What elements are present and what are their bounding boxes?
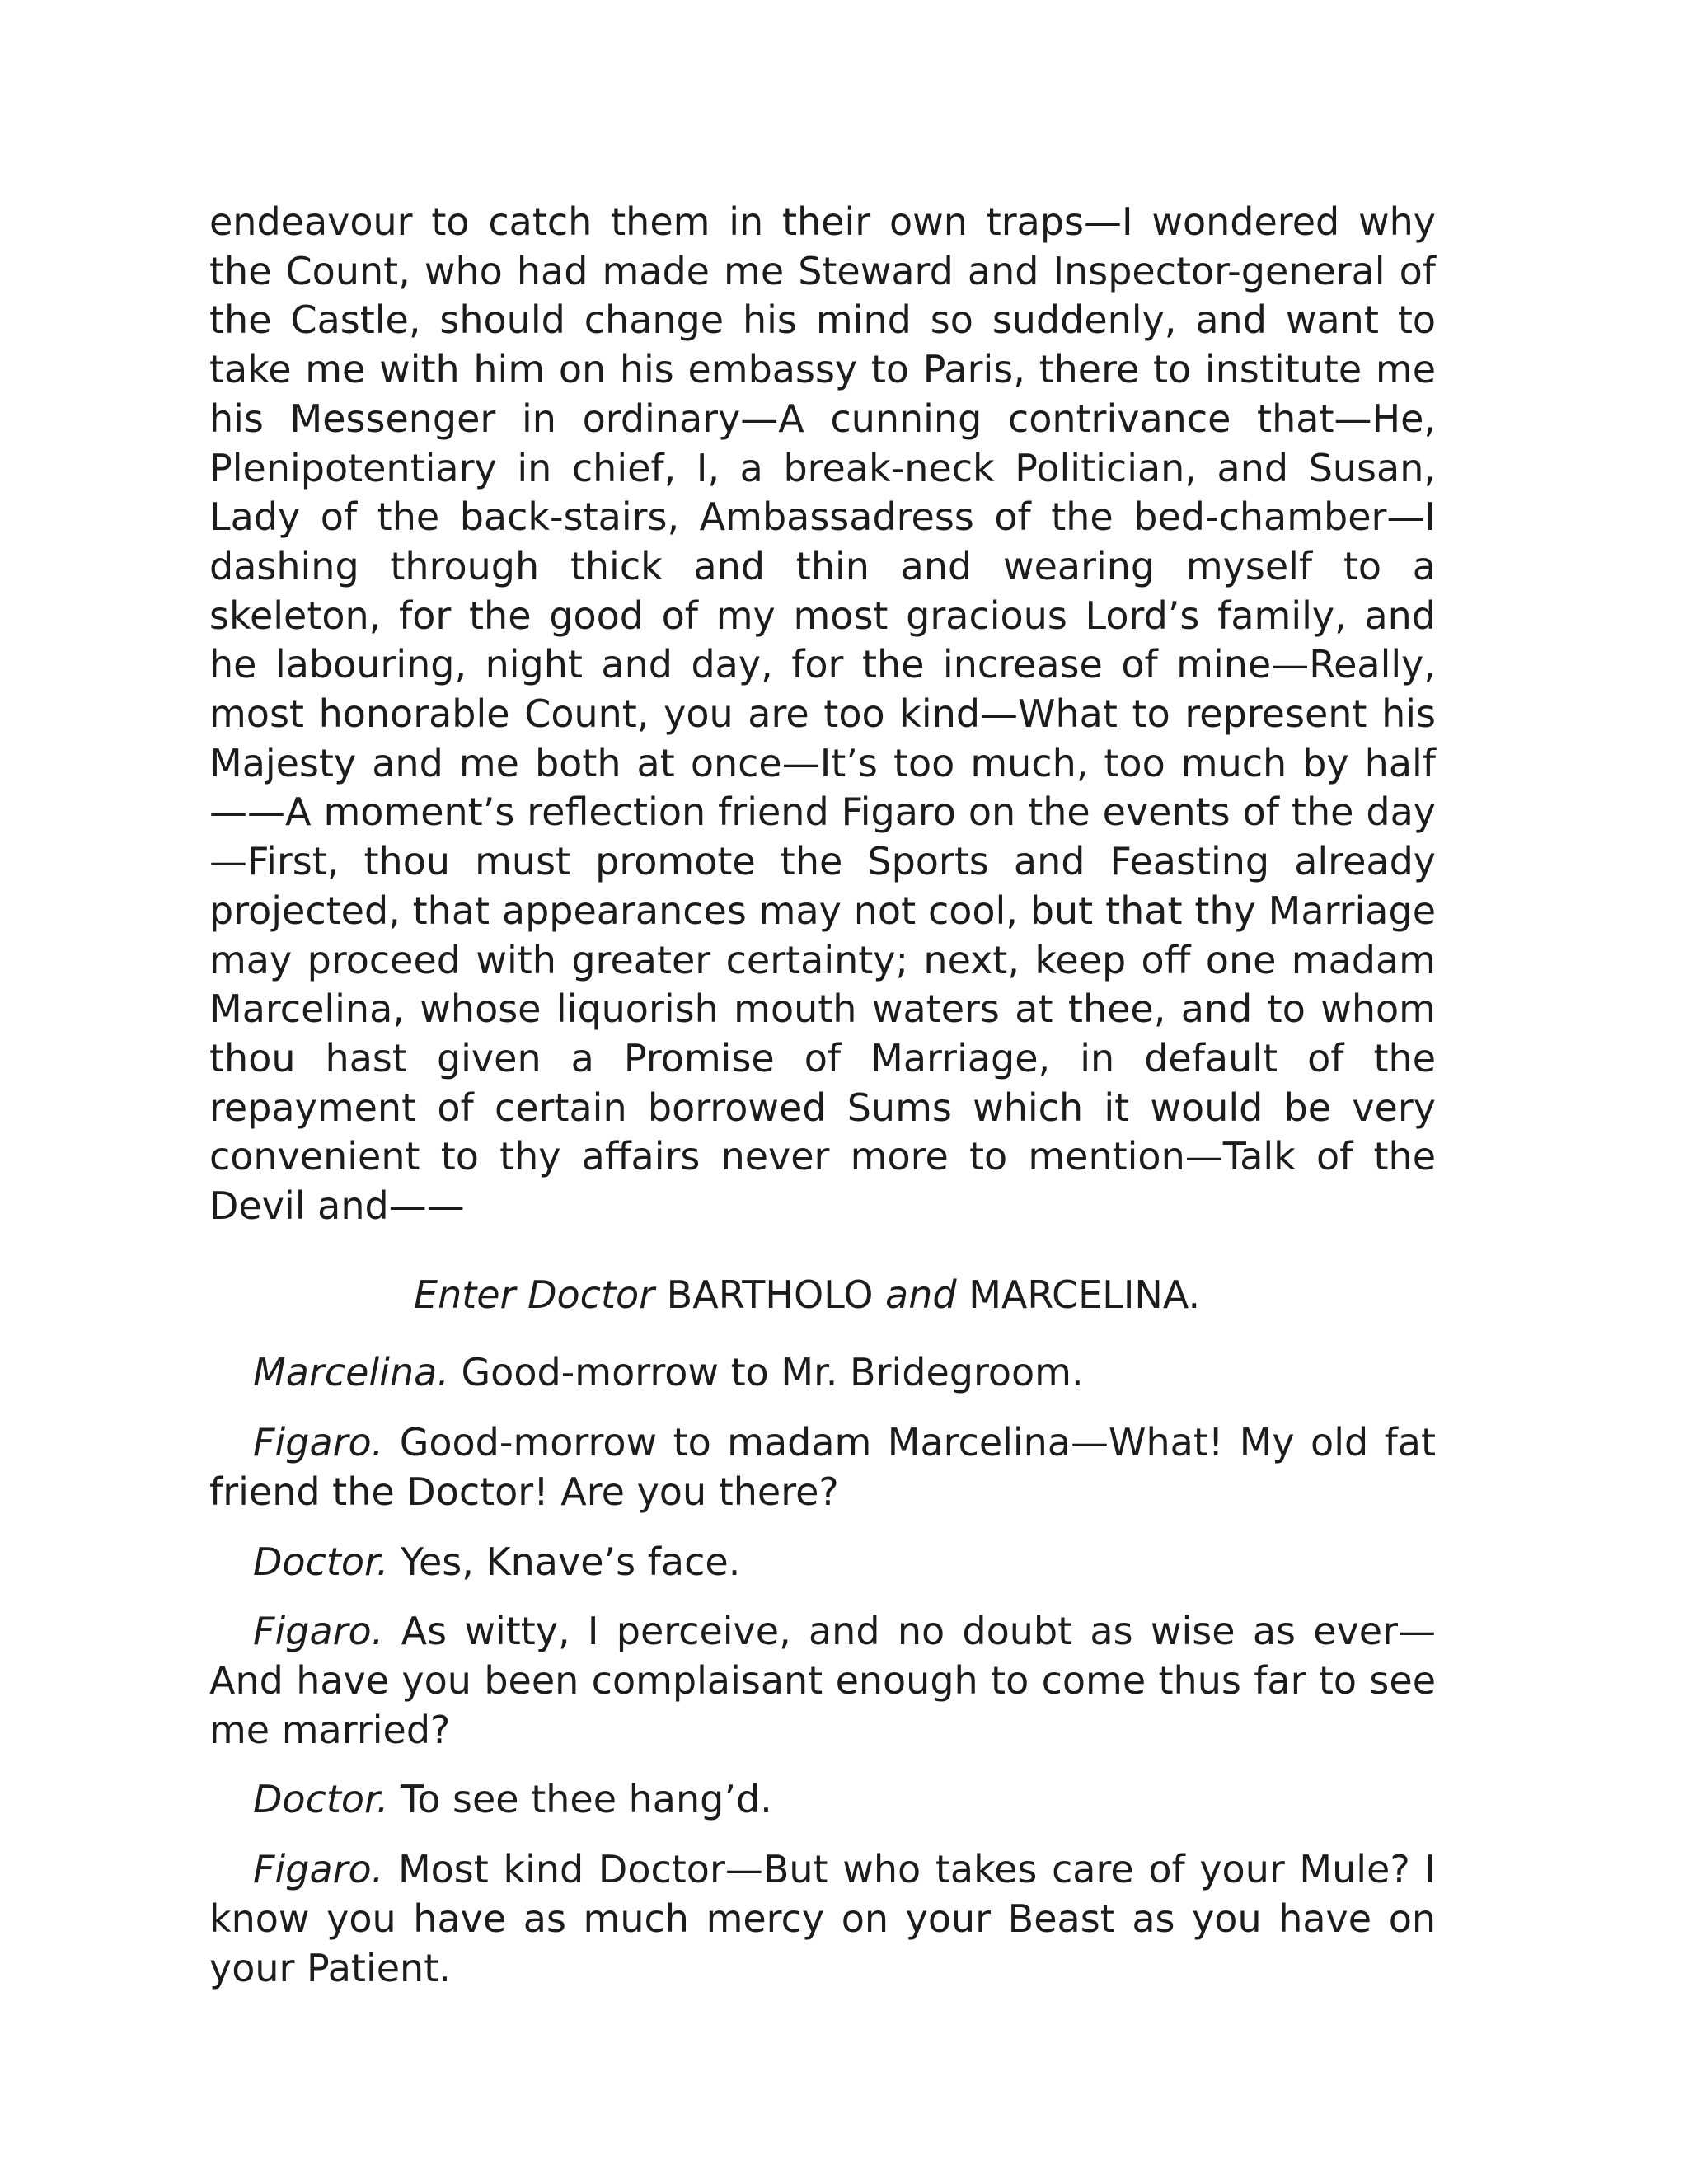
speaker-name: Doctor.	[253, 1777, 389, 1822]
dialogue-line	[209, 1775, 1436, 1825]
dialogue-text: To see thee hang’d.	[388, 1777, 772, 1822]
speaker-name: Figaro.	[253, 1609, 384, 1654]
speaker-name: Doctor.	[253, 1539, 389, 1584]
stage-direction-enter: Enter Doctor	[414, 1272, 655, 1317]
dialogue-line	[209, 1607, 1436, 1755]
dialogue-text: Yes, Knave’s face.	[388, 1539, 741, 1584]
speaker-name: Figaro.	[253, 1420, 384, 1465]
dialogue-text: As witty, I perceive, and no doubt as wise as ever—And have you been complaisant enough to come thus far to see me married?	[209, 1609, 1436, 1752]
dialogue-line	[209, 1538, 1436, 1587]
stage-direction	[209, 1271, 1436, 1320]
character-name-marcelina: MARCELINA.	[956, 1272, 1201, 1317]
stage-direction-and: and	[885, 1272, 957, 1317]
dialogue-line	[209, 1418, 1436, 1516]
document-page	[209, 198, 1436, 2013]
dialogue-line	[209, 1845, 1436, 1993]
dialogue-text: Good-morrow to Mr. Bridegroom.	[448, 1350, 1084, 1395]
dialogue-line	[209, 1348, 1436, 1398]
character-name-bartholo: BARTHOLO	[654, 1272, 886, 1317]
dialogue-text: Most kind Doctor—But who takes care of your Mule? I know you have as much mercy on your Beast as you have on your Patient.	[209, 1847, 1436, 1990]
speaker-name: Marcelina.	[253, 1350, 449, 1395]
speaker-name: Figaro.	[253, 1847, 384, 1892]
dialogue-text: Good-morrow to madam Marcelina—What! My old fat friend the Doctor! Are you there?	[209, 1420, 1436, 1514]
opening-paragraph: endeavour to catch them in their own traps—I wondered why the Count, who had made me Steward and Inspector-general of the Castle, should change his mind so suddenly, and want to take me with him on his embassy to Paris, there to institute me his Messenger in ordinary—A cunning contrivance that—He, Plenipotentiary in chief, I, a break-neck Politician, and Susan, Lady of the back-stairs, Ambassadress of the bed-chamber—I dashing through thick and thin and wearing myself to a skeleton, for the good of my most gracious Lord’s family, and he labouring, night and day, for the increase of mine—Really, most honorable Count, you are too kind—What to represent his Majesty and me both at once—It’s too much, too much by half——A moment’s reflection friend Figaro on the events of the day—First, thou must promote the Sports and Feasting already projected, that appearances may not cool, but that thy Marriage may proceed with greater certainty; next, keep off one madam Marcelina, whose liquorish mouth waters at thee, and to whom thou hast given a Promise of Marriage, in default of the repayment of certain borrowed Sums which it would be very convenient to thy affairs never more to mention—Talk of the Devil and——	[209, 199, 1436, 1229]
